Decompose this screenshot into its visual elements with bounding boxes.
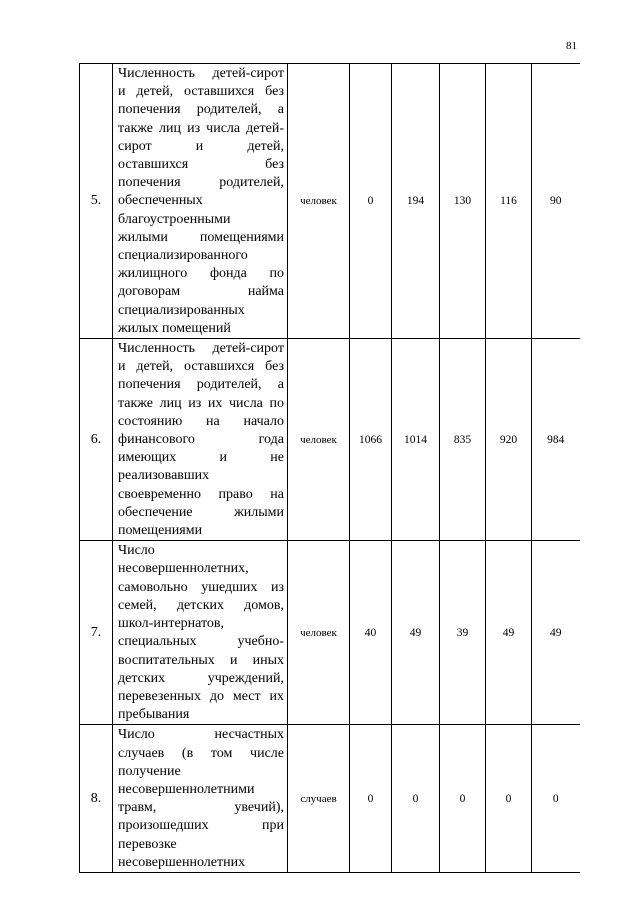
description-line: помещениями: [118, 523, 203, 539]
row-number: 5.: [80, 64, 113, 339]
row-value: 984: [532, 339, 580, 541]
description-line: жилых помещений: [118, 320, 231, 336]
description-line: Численность детей-сирот: [118, 341, 284, 357]
row-value: 1066: [350, 339, 392, 541]
description-line: несовершеннолетних: [118, 854, 246, 870]
table-row: [80, 339, 580, 541]
indicators-table: [79, 63, 580, 873]
row-value: 130: [440, 64, 486, 339]
row-value: 116: [486, 64, 532, 339]
row-value: 835: [440, 339, 486, 541]
table-row: [80, 64, 580, 339]
table-row: [80, 541, 580, 725]
table-body: [80, 64, 580, 873]
description-line: специальных учебно-: [118, 634, 284, 650]
description-line: Число несчастных: [118, 727, 284, 743]
row-unit: случаев: [288, 725, 350, 873]
description-line: специализированных: [118, 302, 245, 318]
row-value: 90: [532, 64, 580, 339]
description-line: специализированного: [118, 248, 248, 264]
row-description: [113, 725, 288, 873]
description-line: оставшихся без: [118, 157, 284, 173]
description-line: воспитательных и иных: [118, 652, 284, 668]
description-line: случаев (в том числе: [118, 745, 284, 761]
row-value: 39: [440, 541, 486, 725]
description-line: произошедших при: [118, 818, 284, 834]
row-value: 0: [350, 64, 392, 339]
description-line: перевезенных до мест их: [118, 688, 284, 704]
row-number: 8.: [80, 725, 113, 873]
description-line: семей, детских домов,: [118, 597, 284, 613]
description-line: также лиц из их числа по: [118, 395, 284, 411]
row-value: 0: [532, 725, 580, 873]
row-value: 49: [486, 541, 532, 725]
row-value: 1014: [392, 339, 440, 541]
description-line: обеспечение жилыми: [118, 504, 284, 520]
description-line: сирот и детей,: [118, 138, 284, 154]
description-line: также лиц из числа детей-: [118, 120, 284, 136]
row-value: 40: [350, 541, 392, 725]
row-value: 0: [440, 725, 486, 873]
description-line: детских учреждений,: [118, 670, 284, 686]
row-number: 6.: [80, 339, 113, 541]
description-line: своевременно право на: [118, 486, 284, 502]
row-value: 194: [392, 64, 440, 339]
description-line: несовершеннолетними: [118, 781, 255, 797]
row-description: [113, 541, 288, 725]
row-description: [113, 339, 288, 541]
description-line: обеспеченных: [118, 193, 203, 209]
table-row: [80, 725, 580, 873]
description-line: жилыми помещениями: [118, 229, 284, 245]
row-unit: человек: [288, 339, 350, 541]
description-line: финансового года: [118, 432, 284, 448]
description-line: получение: [118, 763, 181, 779]
description-line: самовольно ушедших из: [118, 579, 284, 595]
row-value: 920: [486, 339, 532, 541]
description-line: жилищного фонда по: [118, 266, 284, 282]
row-unit: человек: [288, 541, 350, 725]
description-line: благоустроенными: [118, 211, 231, 227]
description-line: договорам найма: [118, 284, 284, 300]
description-line: попечения родителей, а: [118, 377, 284, 393]
description-line: несовершеннолетних,: [118, 561, 249, 577]
description-line: попечения родителей,: [118, 175, 284, 191]
row-description: [113, 64, 288, 339]
description-line: Число: [118, 543, 155, 559]
description-line: Численность детей-сирот: [118, 66, 284, 81]
description-line: попечения родителей, а: [118, 102, 284, 118]
row-number: 7.: [80, 541, 113, 725]
description-line: пребывания: [118, 707, 190, 723]
description-line: имеющих и не: [118, 450, 284, 466]
description-line: школ-интернатов,: [118, 616, 225, 632]
row-value: 0: [350, 725, 392, 873]
page-number: 81: [566, 40, 577, 52]
description-line: травм, увечий),: [118, 800, 284, 816]
row-value: 49: [532, 541, 580, 725]
description-line: реализовавших: [118, 468, 210, 484]
row-value: 0: [392, 725, 440, 873]
row-unit: человек: [288, 64, 350, 339]
row-value: 49: [392, 541, 440, 725]
description-line: состоянию на начало: [118, 413, 284, 429]
description-line: и детей, оставшихся без: [118, 359, 284, 375]
description-line: и детей, оставшихся без: [118, 84, 284, 100]
description-line: перевозке: [118, 836, 177, 852]
row-value: 0: [486, 725, 532, 873]
